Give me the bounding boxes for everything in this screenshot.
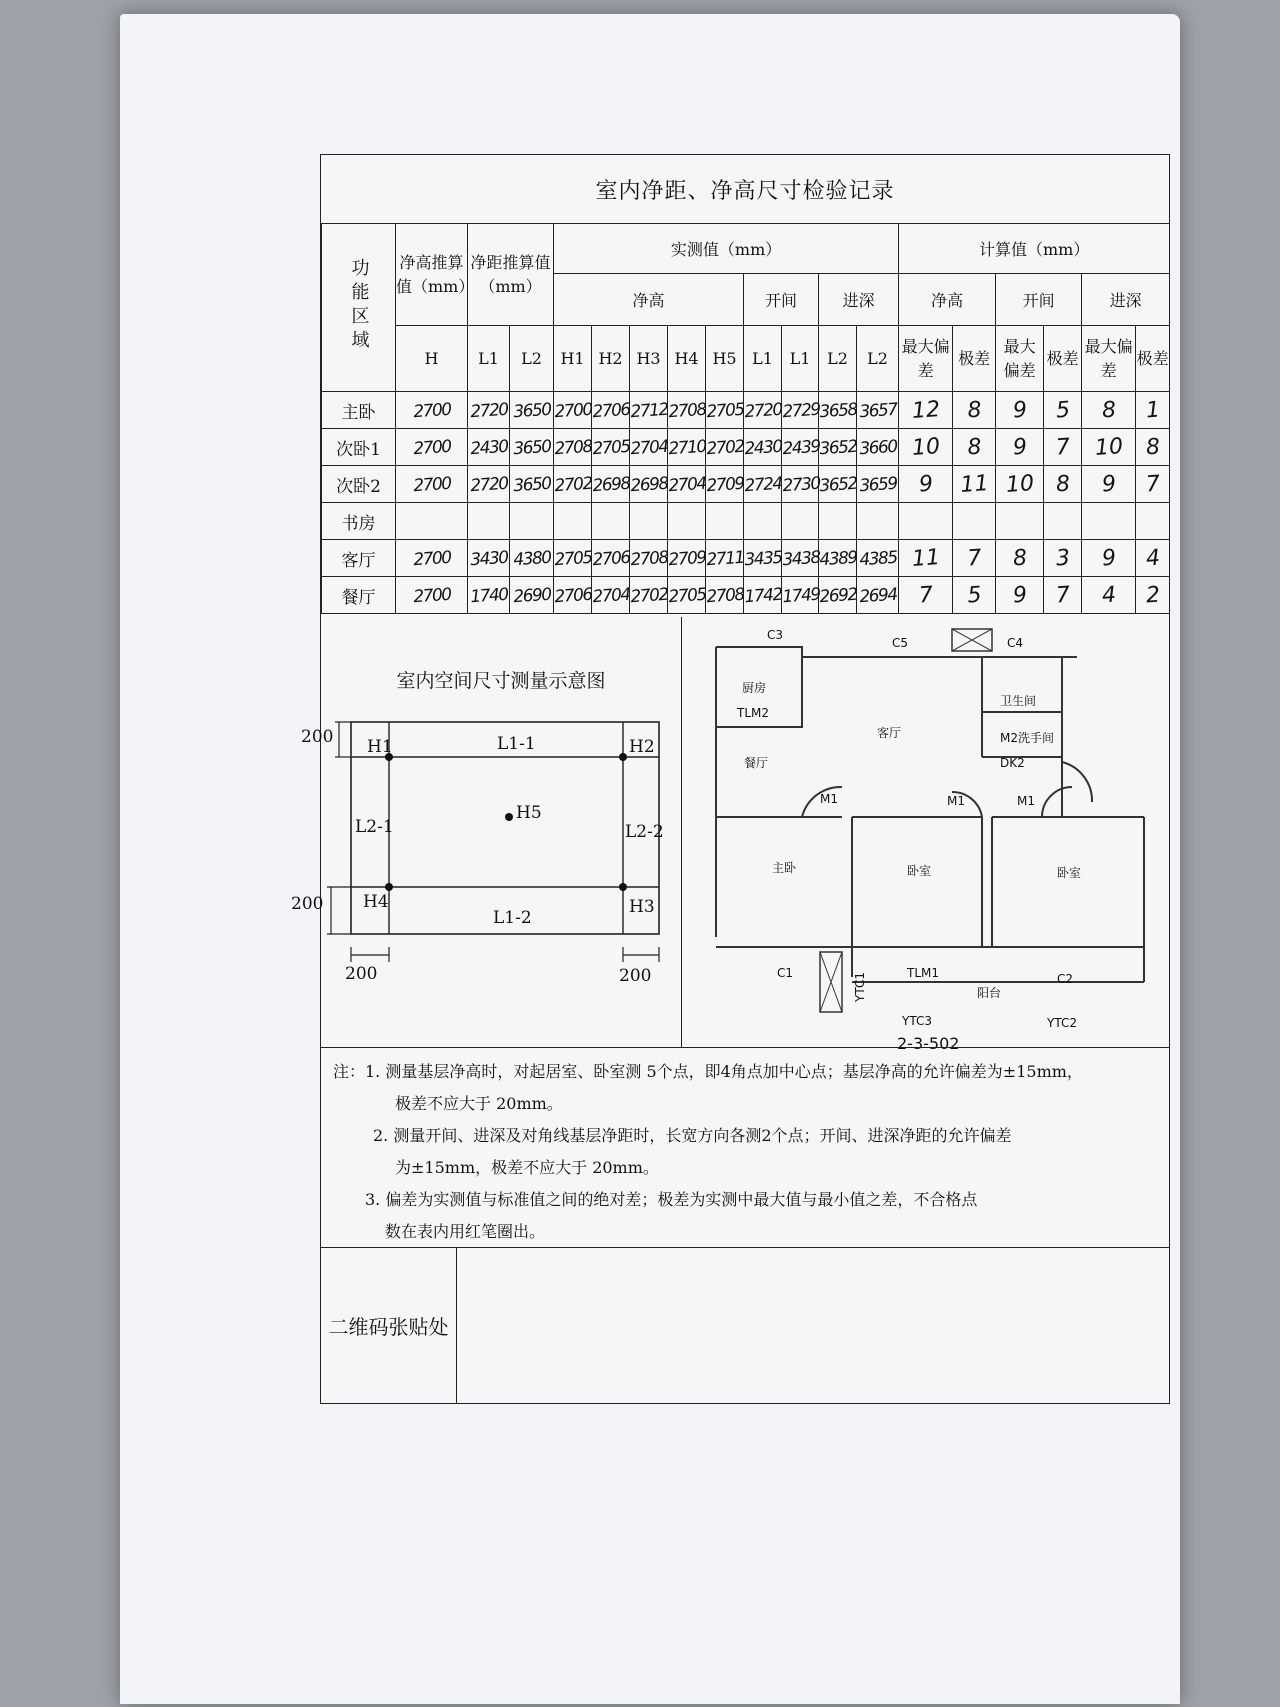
l2-estimate-cell: 4380 — [508, 538, 554, 578]
measured-cell: 3657 — [855, 390, 900, 430]
measured-cell: 2694 — [855, 575, 900, 615]
room-name-cell: 次卧2 — [322, 466, 396, 503]
header-measured-depth: 进深 — [819, 274, 899, 326]
computed-cell: 5 — [951, 575, 996, 615]
qr-sticker-area — [321, 1247, 1169, 1403]
plan-ytc3: YTC3 — [902, 1014, 932, 1028]
room-name-cell: 书房 — [322, 503, 396, 540]
measured-cell: 2700 — [552, 390, 592, 430]
table-row — [322, 466, 1170, 503]
plan-ytc1: YTC1 — [853, 972, 867, 1002]
measured-cell: 3658 — [817, 390, 857, 430]
computed-cell: 8 — [951, 427, 996, 467]
computed-cell: 10 — [1080, 427, 1136, 468]
measured-cell: 2692 — [817, 575, 857, 615]
measured-cell — [590, 501, 630, 541]
measured-cell: 2705 — [552, 538, 592, 578]
measured-cell: 2709 — [704, 464, 744, 504]
label-h5: H5 — [516, 803, 542, 823]
measured-cell: 1749 — [780, 575, 819, 614]
header-max-dev-height: 最大偏差 — [899, 326, 953, 392]
measured-cell: 3438 — [780, 538, 819, 577]
header-max-dev-bay: 最大偏差 — [996, 326, 1044, 392]
label-h3: H3 — [629, 897, 655, 917]
header-H: H — [396, 326, 468, 392]
l2-estimate-cell: 2690 — [508, 575, 554, 615]
computed-cell: 7 — [1042, 427, 1082, 467]
plan-bath: 卫生间 — [1000, 694, 1037, 708]
computed-cell: 4 — [1080, 575, 1136, 616]
note-1-line-2: 极差不应大于 20mm。 — [395, 1094, 563, 1113]
header-L1-a: L1 — [744, 326, 782, 392]
computed-cell: 7 — [897, 575, 953, 616]
measured-cell: 2712 — [628, 390, 668, 430]
measured-cell: 2698 — [590, 464, 630, 504]
note-3-line-1: 3. 偏差为实测值与标准值之间的绝对差；极差为实测中最大值与最小值之差，不合格点 — [365, 1190, 978, 1209]
measured-cell: 2711 — [704, 538, 744, 578]
l1-estimate-cell: 3430 — [466, 538, 510, 578]
measured-cell: 2705 — [590, 427, 630, 467]
computed-cell — [1134, 501, 1171, 540]
sketch-svg — [291, 617, 681, 1047]
computed-cell: 1 — [1134, 390, 1171, 429]
header-H3: H3 — [630, 326, 668, 392]
plan-ytc2: YTC2 — [1047, 1016, 1077, 1030]
header-H4: H4 — [668, 326, 706, 392]
measured-cell: 2704 — [666, 464, 706, 504]
measured-cell: 3435 — [742, 538, 782, 578]
l1-estimate-cell: 1740 — [466, 575, 510, 615]
l2-estimate-cell: 3650 — [508, 427, 554, 467]
h-estimate-cell: 2700 — [394, 537, 468, 579]
room-name-cell: 主卧 — [322, 392, 396, 429]
computed-cell: 8 — [1080, 390, 1136, 431]
measured-cell — [704, 501, 744, 541]
measured-cell — [817, 501, 857, 541]
plan-c4: C4 — [1007, 636, 1024, 650]
plan-bed2: 卧室 — [1057, 866, 1082, 880]
table-row — [322, 540, 1170, 577]
plan-unit-code: 2-3-502 — [897, 1034, 960, 1053]
measured-cell — [742, 501, 782, 541]
header-measured: 实测值（mm） — [554, 224, 899, 274]
computed-cell: 8 — [994, 538, 1044, 578]
header-L1-b: L1 — [782, 326, 819, 392]
plan-m1-b: M1 — [947, 794, 965, 808]
l1-estimate-cell: 2430 — [466, 427, 510, 467]
measured-cell: 2702 — [552, 464, 592, 504]
point-h5 — [505, 813, 513, 821]
computed-cell: 9 — [994, 390, 1044, 430]
floor-plan — [681, 617, 1170, 1053]
measured-cell: 2705 — [704, 390, 744, 430]
measured-cell: 2709 — [666, 538, 706, 578]
measured-cell: 3659 — [855, 464, 900, 504]
note-3-line-2: 数在表内用红笔圈出。 — [385, 1222, 546, 1241]
l1-estimate-cell: 2720 — [466, 464, 510, 504]
plan-wash: M2洗手间 — [1000, 731, 1054, 745]
measured-cell: 2704 — [590, 575, 630, 615]
header-func-area: 功能区域 — [322, 224, 396, 392]
floor-plan-svg — [682, 617, 1170, 1053]
header-L1: L1 — [468, 326, 510, 392]
plan-c1: C1 — [777, 966, 794, 980]
measured-cell — [780, 501, 819, 540]
computed-cell — [1080, 501, 1136, 542]
plan-living: 客厅 — [877, 726, 902, 740]
measured-cell: 2720 — [742, 390, 782, 430]
header-computed-height: 净高 — [899, 274, 996, 326]
plan-c2: C2 — [1057, 972, 1074, 986]
measured-cell: 4385 — [855, 538, 900, 578]
l2-estimate-cell: 3650 — [508, 390, 554, 430]
h-estimate-cell: 2700 — [394, 426, 468, 468]
measured-cell: 2708 — [704, 575, 744, 615]
measured-cell: 2705 — [666, 575, 706, 615]
header-H2: H2 — [592, 326, 630, 392]
measured-cell — [552, 501, 592, 541]
table-row — [322, 503, 1170, 540]
header-H1: H1 — [554, 326, 592, 392]
plan-balcony: 阳台 — [977, 986, 1002, 1000]
point-h2 — [619, 753, 627, 761]
measurement-table — [321, 223, 1170, 614]
note-2-line-1: 2. 测量开间、进深及对角线基层净距时，长宽方向各测2个点；开间、进深净距的允许偏差 — [373, 1126, 1012, 1145]
measured-cell: 2698 — [628, 464, 668, 504]
measured-cell: 2704 — [628, 427, 668, 467]
measured-cell — [855, 501, 900, 541]
measured-cell: 2702 — [628, 575, 668, 615]
paper-sheet — [120, 14, 1180, 1704]
header-L2-b: L2 — [857, 326, 899, 392]
header-computed: 计算值（mm） — [899, 224, 1170, 274]
plan-dk2: DK2 — [1000, 756, 1025, 770]
computed-cell — [951, 501, 996, 541]
point-h3 — [619, 883, 627, 891]
header-l-estimate: 净距推算值（mm） — [468, 224, 554, 326]
plan-c3: C3 — [767, 628, 784, 642]
computed-cell — [1042, 501, 1082, 541]
computed-cell: 9 — [1080, 538, 1136, 579]
computed-cell: 5 — [1042, 390, 1082, 430]
computed-cell: 10 — [994, 464, 1044, 504]
measured-cell — [628, 501, 668, 541]
computed-cell: 12 — [897, 390, 953, 431]
h-estimate-cell: 2700 — [394, 389, 468, 431]
qr-label: 二维码张贴处 — [321, 1248, 457, 1403]
header-L2: L2 — [510, 326, 554, 392]
measured-cell: 2702 — [704, 427, 744, 467]
computed-cell: 9 — [897, 464, 953, 505]
plan-tlm2: TLM2 — [737, 706, 770, 720]
header-max-dev-depth: 最大偏差 — [1082, 326, 1136, 392]
l2-estimate-cell: 3650 — [508, 464, 554, 504]
header-range-depth: 极差 — [1136, 326, 1170, 392]
label-l12: L1-2 — [493, 908, 532, 928]
computed-cell: 7 — [1042, 575, 1082, 615]
header-range-height: 极差 — [953, 326, 996, 392]
plan-bed1: 卧室 — [907, 864, 932, 878]
measured-cell: 2708 — [628, 538, 668, 578]
table-row — [322, 429, 1170, 466]
computed-cell: 10 — [897, 427, 953, 468]
header-L2-a: L2 — [819, 326, 857, 392]
room-name-cell: 客厅 — [322, 540, 396, 577]
notes-section — [321, 1047, 1169, 1247]
plan-m1-c: M1 — [1017, 794, 1035, 808]
table-row — [322, 577, 1170, 614]
label-h4: H4 — [363, 892, 389, 912]
inspection-form — [291, 154, 1170, 1404]
h-estimate-cell: 2700 — [394, 574, 468, 616]
measured-cell: 3652 — [817, 464, 857, 504]
computed-cell: 2 — [1134, 575, 1171, 614]
computed-cell: 9 — [994, 575, 1044, 615]
header-H5: H5 — [706, 326, 744, 392]
label-l22: L2-2 — [625, 822, 664, 842]
computed-cell: 7 — [951, 538, 996, 578]
room-name-cell: 餐厅 — [322, 577, 396, 614]
header-h-estimate: 净高推算值（mm） — [396, 224, 468, 326]
header-measured-height: 净高 — [554, 274, 744, 326]
header-computed-bay: 开间 — [996, 274, 1082, 326]
measured-cell: 2708 — [666, 390, 706, 430]
dim-left-bottom: 200 — [345, 964, 378, 984]
header-range-bay: 极差 — [1044, 326, 1082, 392]
header-computed-depth: 进深 — [1082, 274, 1170, 326]
label-h2: H2 — [629, 737, 655, 757]
form-title: 室内净距、净高尺寸检验记录 — [321, 155, 1169, 224]
measured-cell: 3652 — [817, 427, 857, 467]
measured-cell: 2710 — [666, 427, 706, 467]
l1-estimate-cell: 2720 — [466, 390, 510, 430]
table-row — [322, 392, 1170, 429]
computed-cell: 3 — [1042, 538, 1082, 578]
measurement-sketch — [291, 617, 681, 1047]
measured-cell: 2706 — [590, 538, 630, 578]
dim-top-left: 200 — [301, 727, 334, 747]
measured-cell: 3660 — [855, 427, 900, 467]
note-2-line-2: 为±15mm，极差不应大于 20mm。 — [395, 1158, 659, 1177]
measured-cell: 2724 — [742, 464, 782, 504]
measured-cell: 2730 — [780, 464, 819, 503]
measured-cell: 2729 — [780, 390, 819, 429]
label-l11: L1-1 — [497, 734, 536, 754]
label-h1: H1 — [367, 737, 393, 757]
computed-cell: 9 — [1080, 464, 1136, 505]
l2-estimate-cell — [508, 501, 554, 541]
measured-cell: 2706 — [590, 390, 630, 430]
measured-cell: 2708 — [552, 427, 592, 467]
dim-bottom-left: 200 — [291, 894, 324, 914]
computed-cell: 9 — [994, 427, 1044, 467]
plan-m1-a: M1 — [820, 792, 838, 806]
plan-master: 主卧 — [772, 861, 797, 875]
l1-estimate-cell — [466, 501, 510, 541]
h-estimate-cell: 2700 — [394, 463, 468, 505]
plan-kitchen: 厨房 — [742, 681, 767, 695]
header-measured-bay: 开间 — [744, 274, 819, 326]
plan-tlm1: TLM1 — [907, 966, 940, 980]
point-h4 — [385, 883, 393, 891]
h-estimate-cell — [394, 500, 468, 542]
measured-cell: 2430 — [742, 427, 782, 467]
note-1-line-1: 注：1. 测量基层净高时，对起居室、卧室测 5个点，即4角点加中心点；基层净高的允许偏差为±15mm， — [333, 1062, 1083, 1081]
measured-cell: 4389 — [817, 538, 857, 578]
computed-cell: 11 — [897, 538, 953, 579]
plan-c5: C5 — [892, 636, 909, 650]
computed-cell: 8 — [1042, 464, 1082, 504]
sketch-title: 室内空间尺寸测量示意图 — [396, 670, 606, 692]
measured-cell: 1742 — [742, 575, 782, 615]
computed-cell: 11 — [951, 464, 996, 504]
label-l21: L2-1 — [355, 817, 394, 837]
measured-cell: 2439 — [780, 427, 819, 466]
room-name-cell: 次卧1 — [322, 429, 396, 466]
computed-cell: 7 — [1134, 464, 1171, 503]
computed-cell: 4 — [1134, 538, 1171, 577]
computed-cell — [897, 501, 953, 542]
computed-cell: 8 — [951, 390, 996, 430]
measured-cell — [666, 501, 706, 541]
computed-cell: 8 — [1134, 427, 1171, 466]
dim-right-bottom: 200 — [619, 966, 652, 986]
plan-dining: 餐厅 — [744, 756, 769, 770]
measured-cell: 2706 — [552, 575, 592, 615]
computed-cell — [994, 501, 1044, 541]
